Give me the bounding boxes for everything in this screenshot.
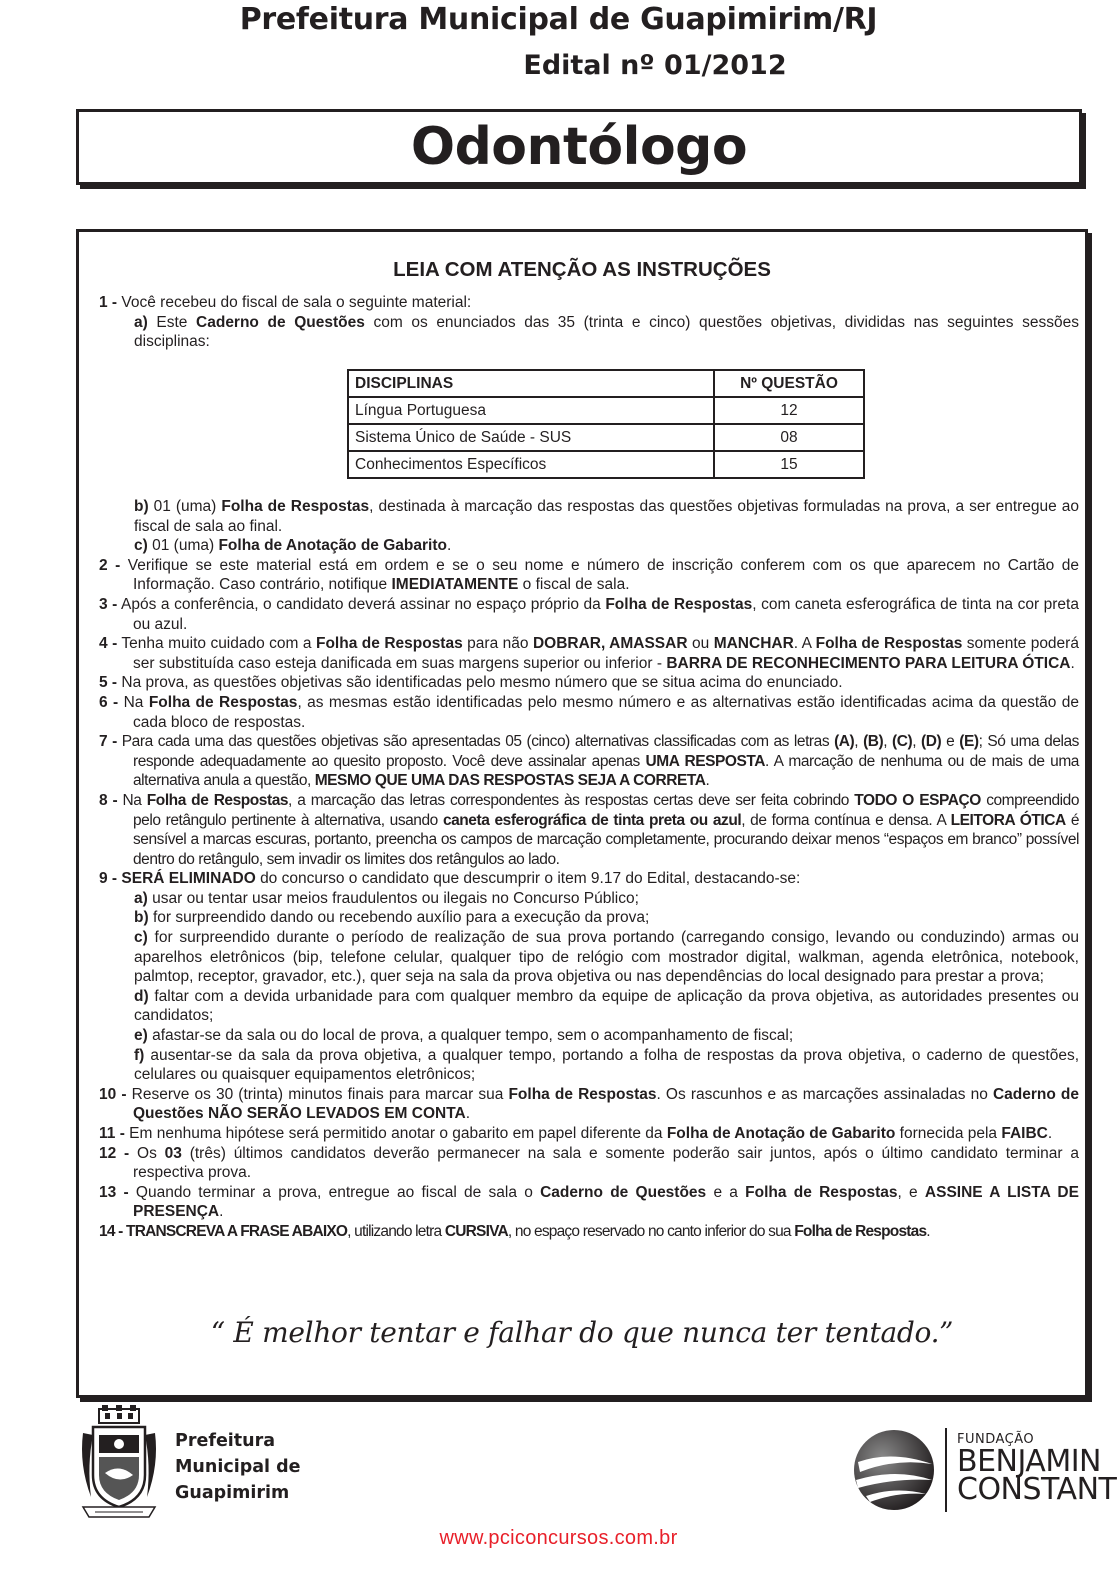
instruction-8: 8 - Na Folha de Respostas, a marcação das letras correspondentes às respostas certas deve ser feita cobrindo TODO O ESPAÇO compreendido pelo retângulo pertinente à alternativa, usando caneta esferográfica de tinta preta ou azul, de forma contínua e densa. A LEITORA ÓTICA é sensível a marcas escuras, portanto, preencha os campos de marcação completamente, procurando deixar menos “espaços em branco” possível dentro do retângulo, sem invadir os limites dos retângulos ao lado.	[99, 791, 1080, 868]
instruction-1: 1 - Você recebeu do fiscal de sala o seguinte material: a) Este Caderno de Questões com os enunciados das 35 (trinta e cinco) questões objetivas, divididas nas seguintes sessões disciplinas:	[99, 294, 1079, 351]
instruction-4: 4 - Tenha muito cuidado com a Folha de Respostas para não DOBRAR, AMASSAR ou MANCHAR. A Folha de Respostas somente poderá ser substituída caso esteja danificada em suas margens superior ou inferior - BARRA DE RECONHECIMENTO PARA LEITURA ÓTICA.	[99, 635, 1079, 672]
table-cell: Língua Portuguesa	[348, 397, 714, 424]
instruction-9a: a) usar ou tentar usar meios fraudulentos ou ilegais no Concurso Público;	[134, 889, 639, 907]
header-municipality: Prefeitura Municipal de Guapimirim/RJ	[239, 2, 878, 37]
table-cell: Conhecimentos Específicos	[348, 451, 714, 478]
instruction-14: 14 - TRANSCREVA A FRASE ABAIXO, utilizando letra CURSIVA, no espaço reservado no canto inferior do sua Folha de Respostas.	[99, 1222, 930, 1240]
instruction-9c: c) for surpreendido durante o período de realização de sua prova portando (carregando consigo, levando ou conduzindo) armas ou aparelhos eletrônicos (bip, telefone celular, qualquer tipo de relógio com mostrador digital, walkman, agenda eletrônica, notebook, palmtop, receptor, gravador, etc.), quer seja na sala da prova objetiva ou nas dependências do local designado para prestar a prova;	[134, 929, 1079, 986]
col-num-questao: Nº QUESTÃO	[714, 370, 864, 397]
table-row	[348, 451, 864, 478]
instructions-list	[99, 497, 1079, 1242]
instructions-heading: LEIA COM ATENÇÃO AS INSTRUÇÕES	[393, 258, 771, 281]
instruction-12: 12 - Os 03 (três) últimos candidatos deverão permanecer na sala e somente poderão sair juntos, após o último candidato terminar a respectiva prova.	[99, 1144, 1079, 1182]
instruction-9: 9 - SERÁ ELIMINADO do concurso o candidato que descumprir o item 9.17 do Edital, destacando-se:	[99, 870, 801, 888]
guapimirim-coat-of-arms-icon	[77, 1405, 161, 1523]
instruction-9d: d) faltar com a devida urbanidade para com qualquer membro da equipe de aplicação da prova objetiva, as autoridades presentes ou candidatos;	[134, 987, 1079, 1025]
table-header-row	[348, 370, 864, 397]
instruction-1c: c) 01 (uma) Folha de Anotação de Gabarito.	[134, 537, 452, 555]
instruction-13: 13 - Quando terminar a prova, entregue ao fiscal de sala o Caderno de Questões e a Folha de Respostas, e ASSINE A LISTA DE PRESENÇA.	[99, 1183, 1079, 1221]
instruction-11: 11 - Em nenhuma hipótese será permitido anotar o gabarito em papel diferente da Folha de Anotação de Gabarito fornecida pela FAIBC.	[99, 1125, 1053, 1142]
instructions-panel	[76, 229, 1088, 1398]
page-title: Odontólogo	[410, 117, 748, 177]
instruction-9f: f) ausentar-se da sala da prova objetiva, a qualquer tempo, portando a folha de respostas da prova objetiva, o caderno de questões, celulares ou quaisquer equipamentos eletrônicos;	[134, 1046, 1079, 1084]
header-edital: Edital nº 01/2012	[523, 50, 787, 81]
prefeitura-label: Prefeitura Municipal de Guapimirim	[175, 1431, 301, 1503]
instruction-3: 3 - Após a conferência, o candidato deverá assinar no espaço próprio da Folha de Respostas, com caneta esferográfica de tinta na cor preta ou azul.	[99, 595, 1079, 633]
title-box	[76, 109, 1082, 185]
instruction-9e: e) afastar-se da sala ou do local de prova, a qualquer tempo, sem o acompanhamento de fiscal;	[134, 1027, 794, 1045]
instruction-5: 5 - Na prova, as questões objetivas são identificadas pelo mesmo número que se situa acima do enunciado.	[99, 674, 843, 692]
foundation-name: FUNDAÇÃO BENJAMIN CONSTANT	[957, 1432, 1117, 1507]
disciplines-table	[347, 369, 865, 479]
transcription-quote: “ É melhor tentar e falhar do que nunca ter tentado.”	[210, 1316, 954, 1349]
instruction-1b: b) 01 (uma) Folha de Respostas, destinada à marcação das respostas das questões objetivas formuladas na prova, a ser entregue ao fiscal de sala ao final.	[134, 498, 1080, 535]
instruction-9b: b) for surpreendido dando ou recebendo auxílio para a execução da prova;	[134, 909, 650, 927]
table-cell: 08	[714, 424, 864, 451]
col-disciplinas: DISCIPLINAS	[348, 370, 714, 397]
instruction-10: 10 - Reserve os 30 (trinta) minutos finais para marcar sua Folha de Respostas. Os rascunhos e as marcações assinaladas no Caderno de Questões NÃO SERÃO LEVADOS EM CONTA.	[99, 1085, 1080, 1123]
website-link[interactable]: www.pciconcursos.com.br	[439, 1527, 678, 1549]
instruction-2: 2 - Verifique se este material está em ordem e se o seu nome e número de inscrição conferem com os que aparecem no Cartão de Informação. Caso contrário, notifique IMEDIATAMENTE o fiscal de sala.	[99, 556, 1079, 594]
instruction-6: 6 - Na Folha de Respostas, as mesmas estão identificadas pelo mesmo número e as alternativas estão identificadas acima da questão de cada bloco de respostas.	[99, 693, 1080, 731]
instruction-7: 7 - Para cada uma das questões objetivas são apresentadas 05 (cinco) alternativas classificadas com as letras (A), (B), (C), (D) e (E); Só uma delas responde adequadamente ao quesito proposto. Você deve assinalar apenas UMA RESPOSTA. A marcação de nenhuma ou de mais de uma alternativa anula a questão, MESMO QUE UMA DAS RESPOSTAS SEJA A CORRETA.	[99, 733, 1079, 790]
benjamin-constant-logo-icon	[852, 1428, 936, 1512]
table-cell: 15	[714, 451, 864, 478]
logo-divider	[945, 1428, 947, 1512]
table-cell: Sistema Único de Saúde - SUS	[348, 424, 714, 451]
item-number: 1 -	[99, 294, 118, 311]
table-row	[348, 424, 864, 451]
table-row	[348, 397, 864, 424]
table-cell: 12	[714, 397, 864, 424]
